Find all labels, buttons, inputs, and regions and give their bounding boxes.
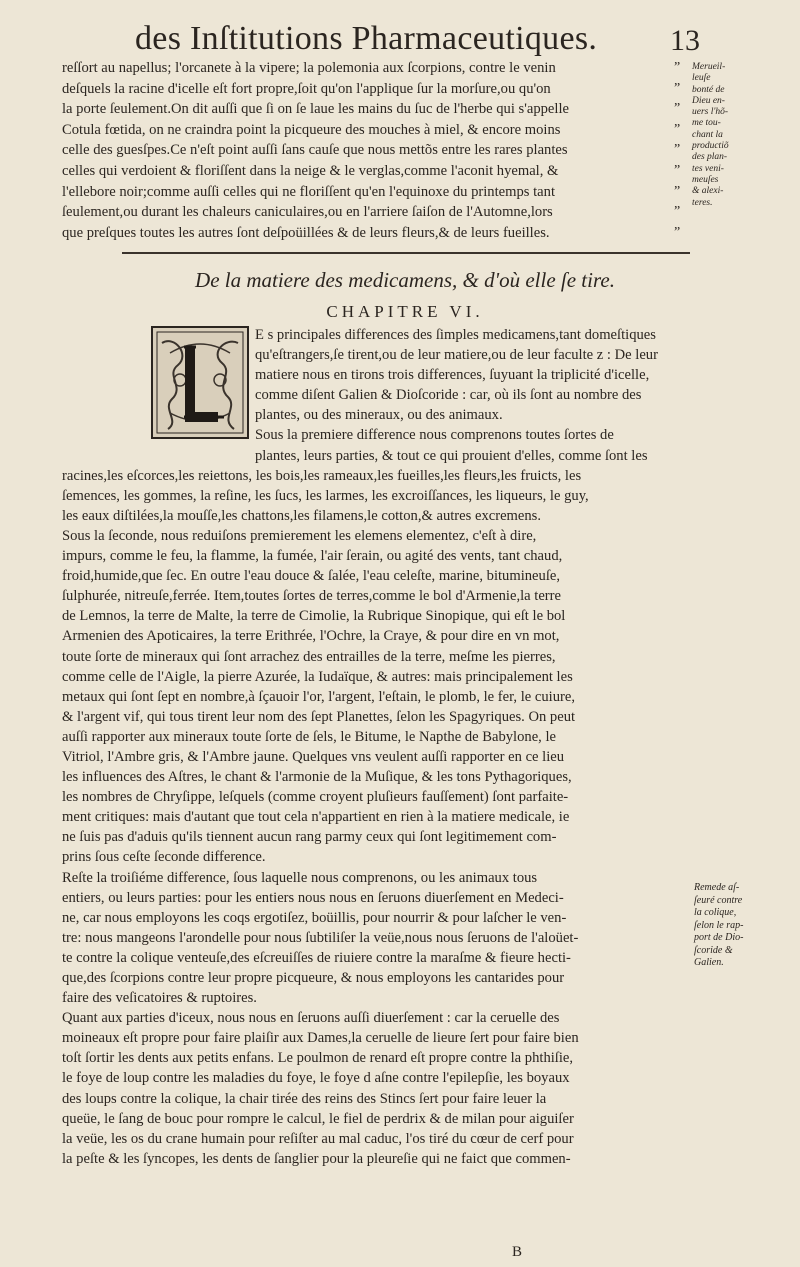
- text-line: chant la: [692, 129, 723, 140]
- text-line: ”: [674, 162, 681, 178]
- text-line: Vitriol, l'Ambre gris, & l'Ambre jaune. Quelques vns veulent auſſi rapporter en ce lieu: [62, 748, 565, 765]
- chapter-heading: CHAPITRE VI.: [326, 302, 484, 321]
- text-line: metaux qui ſont ſept en nombre,à ſçauoir l'or, l'argent, l'eſtain, le plomb, le fer, le cuiure,: [62, 688, 576, 705]
- text-line: Reſte la troiſiéme difference, ſous laquelle nous comprenons, ou les animaux tous: [62, 869, 538, 886]
- text-line: bonté de: [692, 84, 725, 95]
- text-line: ”: [674, 142, 681, 158]
- signature-mark: B: [512, 1244, 523, 1260]
- text-line: moineaux eſt propre pour faire plaiſir aux Dames,la ceruelle de lieure ſert pour faire bien: [62, 1030, 579, 1047]
- text-line: ”: [674, 101, 681, 117]
- text-line: les influences des Aſtres, le chant & l'armonie de la Muſique, & les tons Pythagoriques,: [62, 769, 572, 786]
- text-line: les eaux diſtilées,la mouſſe,les chattons,les filamens,le cotton,& autres excremens.: [62, 507, 542, 524]
- text-line: toſt ſortir les dents aux petits enfans. Le poulmon de renard eſt propre contre la phthiſie,: [62, 1050, 574, 1067]
- text-line: ſeuré contre: [694, 894, 743, 906]
- text-line: deſquels la racine d'icelle eſt fort propre,ſoit qu'on l'applique ſur la morſure,ou qu'on: [62, 80, 551, 97]
- text-line: tre: nous mangeons l'arondelle pour nous ſubtiliſer la veüe,nous nous ſeruons de l'aloüet-: [62, 929, 579, 946]
- continued-paragraph: [62, 58, 672, 243]
- text-line: prins ſous ceſte ſeconde difference.: [62, 849, 266, 866]
- text-line: ſelon le rap-: [694, 919, 744, 931]
- text-line: Galien.: [694, 957, 724, 968]
- text-line: la peſte & les ſyncopes, les dents de ſanglier pour la pleureſie qui ne faict que commen-: [62, 1150, 571, 1167]
- text-line: ”: [674, 183, 681, 199]
- text-line: celle des guesſpes.Ce n'eſt point auſſi ſans cauſe que nous mettõs entre les rares plantes: [62, 142, 568, 159]
- text-line: la porte ſeulement.On dit auſſi que ſi on ſe laue les mains du ſuc de l'herbe qui s'appelle: [62, 101, 569, 118]
- text-line: me tou-: [692, 118, 721, 129]
- text-line: ”: [674, 204, 681, 220]
- text-line: des loups contre la colique, la chair tirée des reins des Stincs ſert pour faire leuer la: [62, 1090, 547, 1107]
- text-line: ſcoride &: [694, 944, 733, 956]
- text-line: ne ſuis pas d'aduis qu'ils tiennent aucun rang parmy ceux qui ſont legitimement com-: [62, 829, 557, 846]
- text-line: Quant aux parties d'iceux, nous nous en ſeruons auſſi diuerſement : car la ceruelle des: [62, 1010, 560, 1027]
- text-line: plantes, leurs parties, & tout ce qui prouient d'elles, comme ſont les: [255, 447, 648, 464]
- text-line: les nombres de Chryſippe, leſquels (comme croyent pluſieurs fauſſement) ſont parfaite-: [62, 789, 569, 806]
- text-line: productiõ: [692, 141, 729, 152]
- chapter-body: [62, 325, 687, 1169]
- text-line: Cotula fœtida, on ne craindra point la picqueure des mouches à miel, & encore moins: [62, 121, 561, 138]
- text-line: que,des ſcorpions contre leur propre picqueure, & nous employons les cantarides pour: [62, 970, 565, 986]
- text-line: ſemences, les gommes, la reſine, les ſucs, les larmes, les excroiſſances, les liqueurs, le guy,: [62, 487, 589, 504]
- section-title: De la matiere des medicamens, & d'où elle ſe tire.: [195, 268, 615, 292]
- text-line: tes veni-: [692, 163, 724, 174]
- text-line: impurs, comme le feu, la flamme, la fumée, l'air ſerain, ou agité des vents, tant chaud,: [62, 548, 563, 565]
- text-line: que preſques toutes les autres ſont deſpoüillées & de leurs fleurs,& de leurs fueilles.: [62, 224, 550, 241]
- text-line: uers l'hõ-: [692, 107, 729, 118]
- text-line: racines,les eſcorces,les reiettons, les bois,les rameaux,les fueilles,les fleurs,les fruicts, les: [62, 467, 582, 484]
- text-line: faire des veſicatoires & ruptoires.: [62, 990, 257, 1007]
- text-line: celles qui verdoient & floriſſent dans la neige & le verglas,comme l'aconit hyemal, &: [62, 162, 559, 179]
- text-line: la colique,: [694, 907, 737, 918]
- text-line: la veüe, les os du crane humain pour reſiſter au mal caduc, l'os tiré du cœur de cerf pour: [62, 1130, 574, 1147]
- text-line: ſulphurée, nitreuſe,ferrée. Item,toutes ſortes de terres,comme le bol d'Armenie,la terre: [62, 588, 562, 605]
- text-line: ”: [674, 60, 681, 75]
- page-number: 13: [670, 24, 700, 57]
- text-line: toute ſorte de mineraux qui ſont arrachez des entrailles de la terre, meſme les pierres,: [62, 648, 556, 665]
- text-line: Merueil-: [692, 62, 726, 72]
- text-line: te contre la colique venteuſe,des eſcreuiſſes de riuiere contre la maraſme & fieure hecti-: [62, 949, 571, 966]
- section-divider-rule: [122, 252, 690, 254]
- text-line: plantes, ou des mineraux, ou des animaux.: [255, 407, 503, 424]
- text-line: & alexi-: [692, 186, 724, 197]
- text-line: teres.: [692, 197, 713, 208]
- text-line: queüe, le ſang de bouc pour rompre le calcul, le fiel de perdrix & de milan pour aiguiſer: [62, 1110, 574, 1127]
- text-line: ”: [674, 121, 681, 137]
- text-line: qu'eſtrangers,ſe tirent,ou de leur matiere,ou de leur faculte z : De leur: [255, 347, 658, 364]
- text-line: Armenien des Apoticaires, la terre Erithrée, l'Ochre, la Craye, & pour dire en vn mot,: [62, 628, 560, 645]
- text-line: & l'argent vif, qui tous tirent leur nom des ſept Planettes, ſelon les Spagyriques. On peut: [62, 708, 576, 725]
- margin-note-marvelous-goodness: [692, 62, 742, 209]
- text-line: ſeulement,ou durant les chaleurs caniculaires,ou en l'arriere ſaiſon de l'Automne,lors: [62, 204, 553, 221]
- quotation-gutter-marks: [674, 58, 690, 243]
- text-line: matiere nous en tirons trois differences, ſuyuant la triplicité d'icelle,: [255, 367, 650, 384]
- text-line: entiers, ou leurs parties: pour les entiers nous nous en ſeruons diuerſement en Medeci-: [62, 889, 564, 906]
- text-line: reſſort au napellus; l'orcanete à la vipere; la polemonia aux ſcorpions, contre le venin: [62, 60, 556, 76]
- text-line: ”: [674, 80, 681, 96]
- text-line: Dieu en-: [692, 95, 725, 106]
- text-line: E s principales differences des ſimples medicamens,tant domeſtiques: [255, 327, 656, 343]
- text-line: comme diſent Galien & Dioſcoride : car, où ils ſont au nombre des: [255, 387, 642, 404]
- text-line: comme celle de l'Aigle, la pierre Azurée, la Iudaïque, & autres: mais principalement les: [62, 668, 573, 685]
- text-line: de Lemnos, la terre de Malte, la terre de Cimolie, la Rubrique Sinopique, qui eſt le bol: [62, 608, 566, 625]
- text-line: ”: [674, 224, 681, 240]
- text-line: Sous la ſeconde, nous reduiſons premierement les elemens elementez, c'eſt à dire,: [62, 527, 537, 544]
- text-line: port de Dio-: [694, 932, 744, 943]
- text-line: ment critiques: mais d'autant que tout cela n'appartient en rien à la matiere medicale, ie: [62, 809, 570, 826]
- text-line: froid,humide,que ſec. En outre l'eau douce & ſalée, l'eau celeſte, marine, bitumineuſe,: [62, 568, 561, 585]
- text-line: Remede aſ-: [694, 882, 740, 893]
- text-line: auſſi rapporter aux mineraux toute ſorte de ſels, le Bitume, le Napthe de Babylone, le: [62, 728, 556, 745]
- text-line: l'ellebore noir;comme auſſi celles qui ne floriſſent qu'en l'equinoxe du printemps tant: [62, 183, 555, 200]
- margin-note-colic-remedy: [694, 882, 764, 970]
- text-line: le foye de loup contre les maladies du foye, le foye d aſne contre l'epilepſie, les boyaux: [62, 1070, 570, 1087]
- text-line: Sous la premiere difference nous comprenons toutes ſortes de: [255, 427, 614, 444]
- running-title: des Inſtitutions Pharmaceutiques.: [135, 20, 598, 57]
- ornamental-drop-cap-l-icon: [150, 325, 250, 440]
- text-line: ne, car nous employons les coqs ergotiſez, boüillis, pour nourrir & pour laſcher le ven-: [62, 909, 567, 926]
- text-line: des plan-: [692, 152, 728, 163]
- text-line: leuſe: [692, 73, 711, 84]
- text-line: meuſes: [692, 174, 719, 185]
